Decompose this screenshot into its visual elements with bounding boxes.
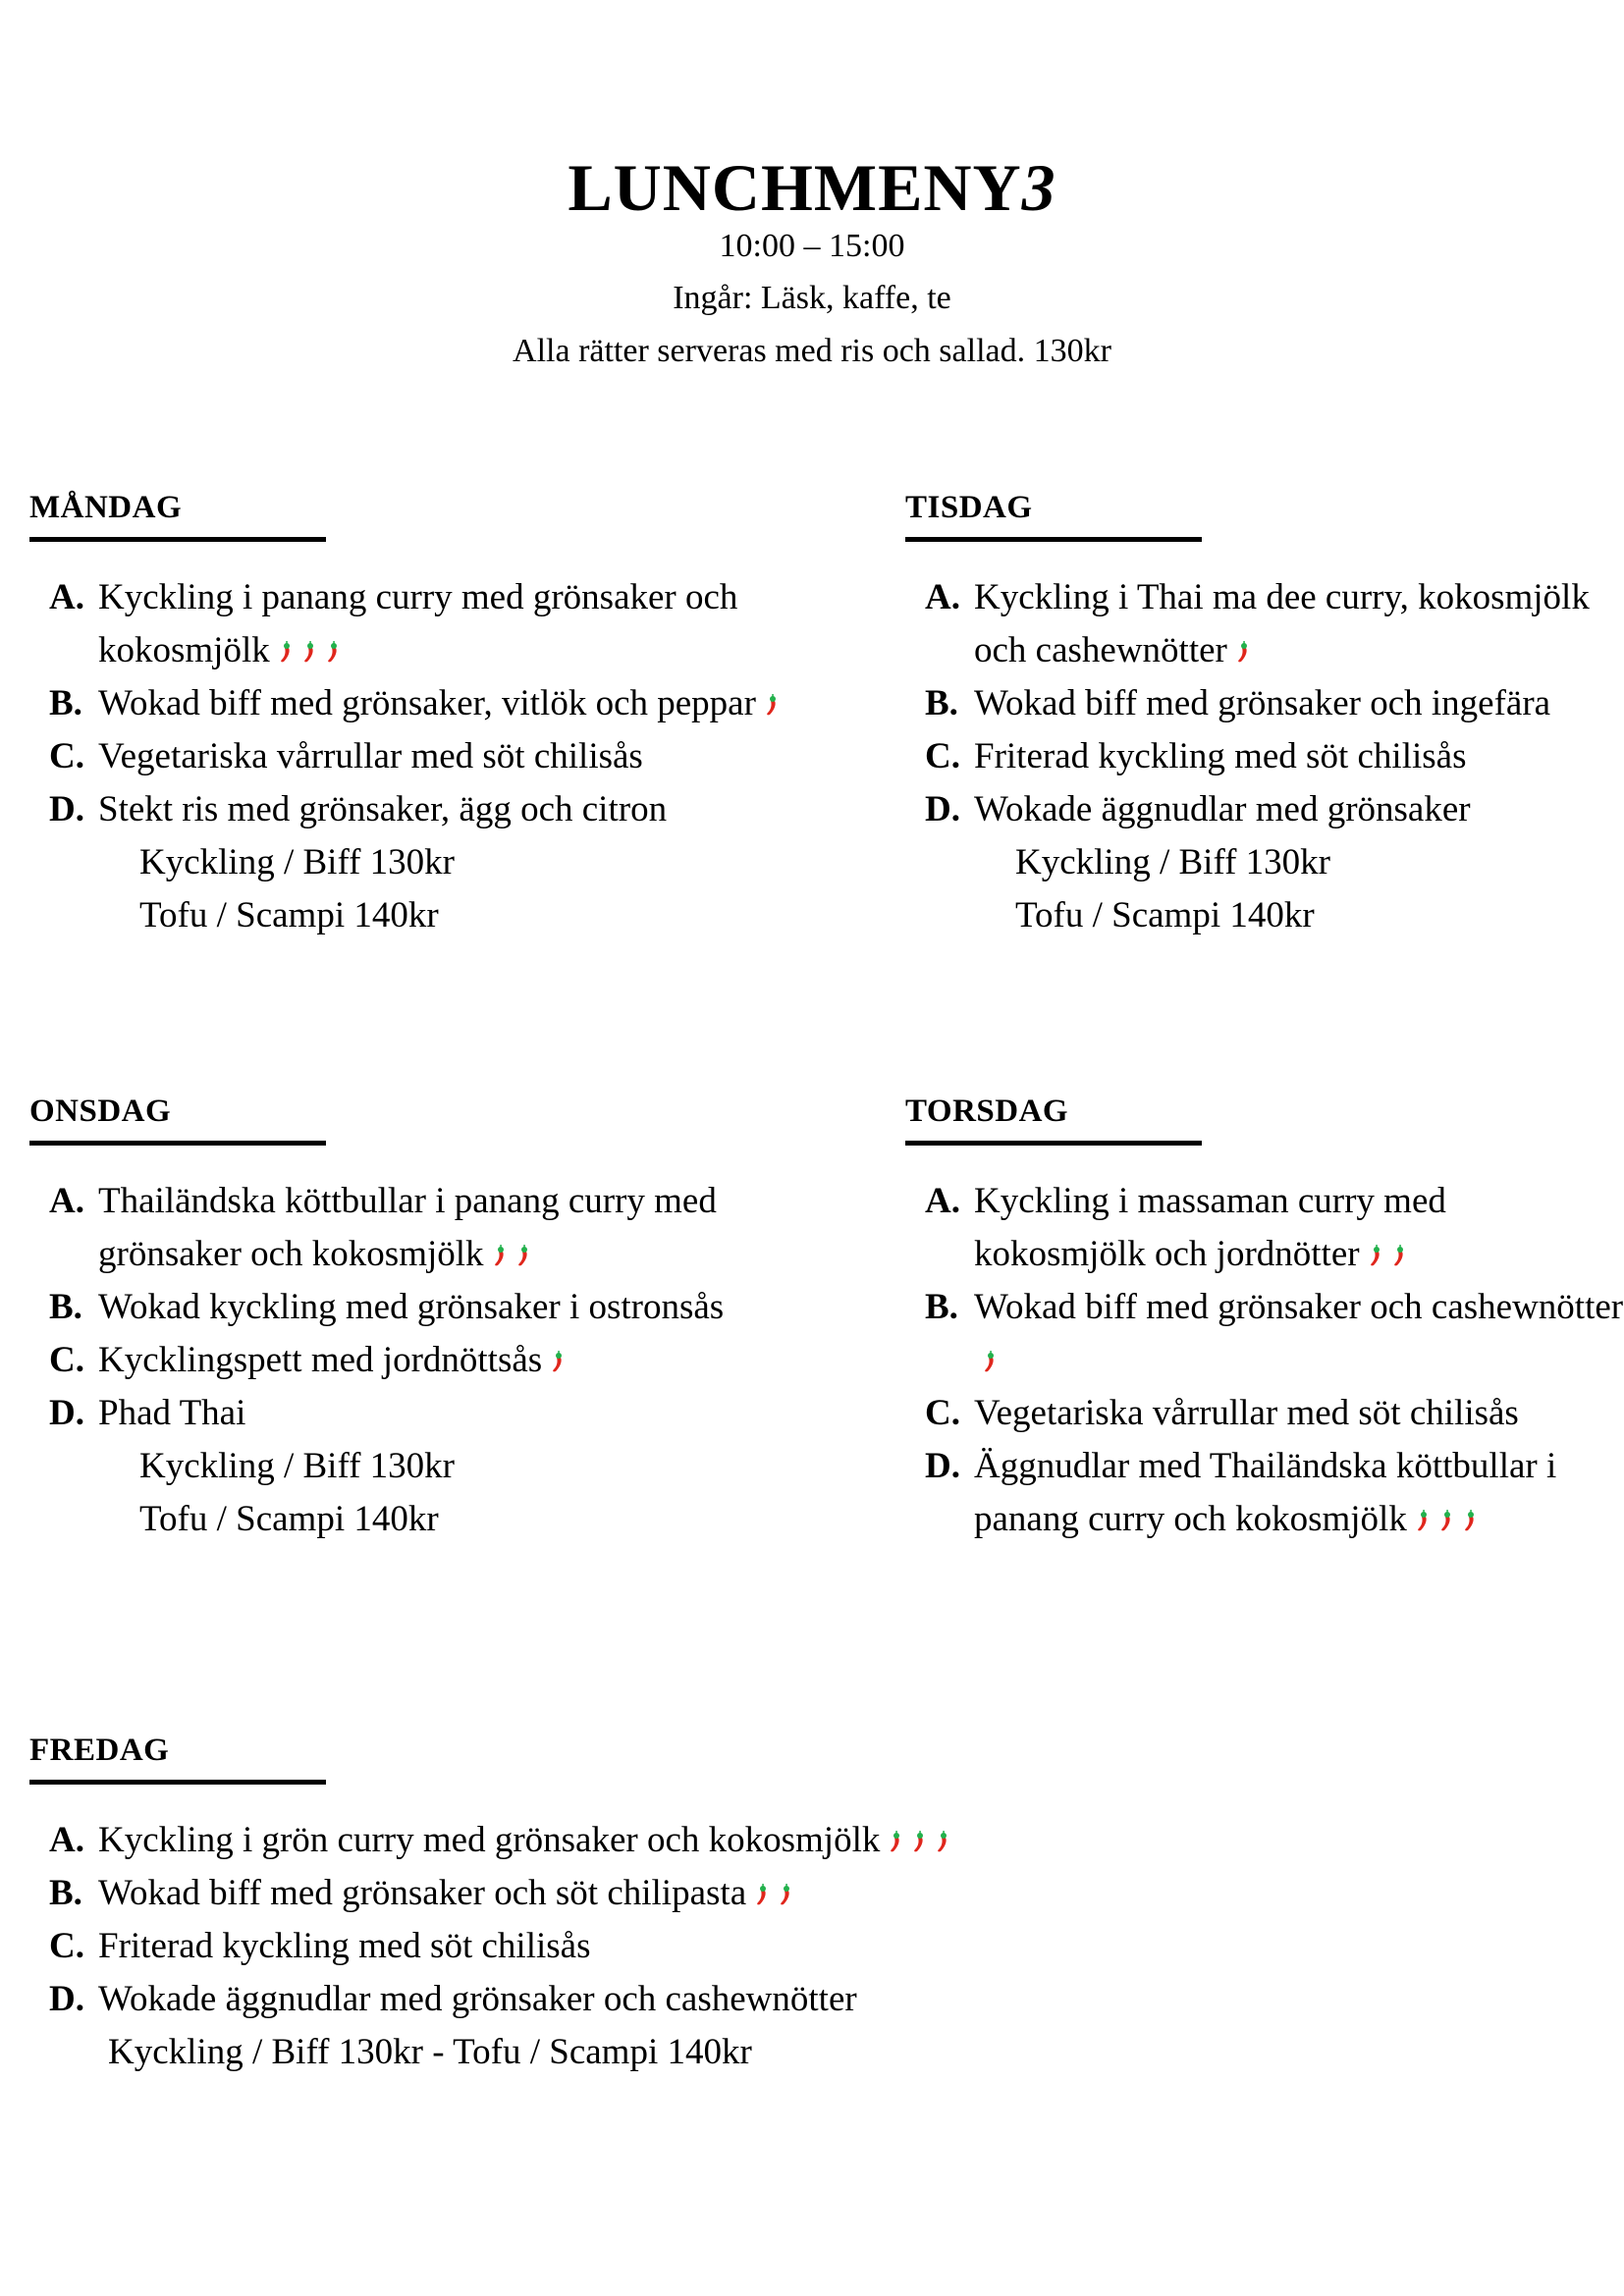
dish-item bbox=[29, 1334, 815, 1387]
chili-pepper-icon bbox=[1438, 1509, 1454, 1532]
chili-pepper-icon bbox=[1391, 1244, 1407, 1267]
dish-letter: A. bbox=[49, 1181, 84, 1221]
price-line: Kyckling / Biff 130kr bbox=[139, 842, 455, 882]
dish-letter: C. bbox=[925, 736, 960, 776]
dish-item bbox=[29, 571, 815, 677]
spice-level bbox=[1227, 630, 1251, 670]
day-heading: TISDAG bbox=[905, 490, 1033, 525]
dish-name: Wokad biff med grönsaker och cashewnötter bbox=[974, 1287, 1624, 1327]
dish-item bbox=[29, 1281, 815, 1334]
heading-underline bbox=[29, 537, 326, 542]
spice-level bbox=[880, 1820, 950, 1860]
chili-pepper-icon bbox=[982, 1350, 998, 1373]
dish-item bbox=[29, 1920, 1404, 1973]
dish-name: Friterad kyckling med söt chilisås bbox=[974, 736, 1467, 776]
dish-name: Wokad biff med grönsaker och söt chilipasta bbox=[98, 1873, 747, 1913]
dish-name: Kyckling i panang curry med grönsaker och kokosmjölk bbox=[98, 577, 738, 670]
dish-letter: B. bbox=[49, 1287, 82, 1327]
menu-title bbox=[0, 146, 1624, 229]
dish-list bbox=[29, 1175, 815, 1440]
spice-level bbox=[756, 683, 780, 723]
dish-list bbox=[905, 571, 1612, 836]
dish-item bbox=[905, 730, 1612, 783]
dish-item bbox=[29, 730, 815, 783]
chili-pepper-icon bbox=[935, 1830, 950, 1853]
serving-note: Alla rätter serveras med ris och sallad. 130kr bbox=[513, 333, 1111, 369]
dish-letter: D. bbox=[925, 789, 960, 829]
price-list bbox=[29, 1440, 815, 1546]
dish-name: Wokad biff med grönsaker och ingefära bbox=[974, 683, 1551, 723]
dish-name: Kycklingspett med jordnöttsås bbox=[98, 1340, 543, 1380]
chili-pepper-icon bbox=[301, 640, 317, 664]
dish-name: Kyckling i grön curry med grönsaker och kokosmjölk bbox=[98, 1820, 881, 1860]
chili-pepper-icon bbox=[1462, 1509, 1478, 1532]
price-line: Tofu / Scampi 140kr bbox=[139, 1499, 439, 1539]
day-section-friday bbox=[29, 1731, 1404, 2079]
dish-item bbox=[905, 677, 1612, 730]
heading-underline bbox=[29, 1780, 326, 1785]
dish-list bbox=[29, 1814, 1404, 2026]
dish-letter: D. bbox=[925, 1446, 960, 1486]
chili-pepper-icon bbox=[1235, 640, 1251, 664]
dish-item bbox=[905, 1387, 1624, 1440]
chili-pepper-icon bbox=[492, 1244, 508, 1267]
dish-name: Vegetariska vårrullar med söt chilisås bbox=[974, 1393, 1519, 1433]
dish-list bbox=[29, 571, 815, 836]
dish-item bbox=[29, 1175, 815, 1281]
spice-level bbox=[542, 1340, 566, 1380]
dish-item bbox=[905, 1175, 1624, 1281]
dish-item bbox=[905, 1281, 1624, 1387]
dish-item bbox=[905, 571, 1612, 677]
dish-name: Vegetariska vårrullar med söt chilisås bbox=[98, 736, 643, 776]
dish-name: Kyckling i massaman curry med kokosmjölk och jordnötter bbox=[974, 1181, 1446, 1274]
dish-letter: D. bbox=[49, 1393, 84, 1433]
spice-level bbox=[270, 630, 341, 670]
chili-pepper-icon bbox=[550, 1350, 566, 1373]
chili-pepper-icon bbox=[1415, 1509, 1431, 1532]
dish-name: Wokade äggnudlar med grönsaker och cashewnötter bbox=[98, 1979, 857, 2019]
dish-item bbox=[29, 677, 815, 730]
chili-pepper-icon bbox=[778, 1883, 793, 1906]
day-heading: FREDAG bbox=[29, 1733, 170, 1768]
dish-name: Wokad kyckling med grönsaker i ostronsås bbox=[98, 1287, 725, 1327]
dish-item bbox=[905, 783, 1612, 836]
spice-level bbox=[1407, 1499, 1478, 1539]
day-heading: MÅNDAG bbox=[29, 490, 183, 525]
chili-pepper-icon bbox=[888, 1830, 903, 1853]
spice-level bbox=[974, 1340, 998, 1380]
dish-name: Friterad kyckling med söt chilisås bbox=[98, 1926, 591, 1966]
dish-letter: C. bbox=[925, 1393, 960, 1433]
heading-underline bbox=[905, 537, 1202, 542]
dish-letter: B. bbox=[925, 1287, 958, 1327]
dish-letter: D. bbox=[49, 1979, 84, 2019]
day-heading: ONSDAG bbox=[29, 1094, 172, 1129]
dish-letter: B. bbox=[925, 683, 958, 723]
dish-item bbox=[29, 1814, 1404, 1867]
menu-number: 3 bbox=[1021, 149, 1056, 225]
day-section-monday bbox=[29, 488, 815, 942]
dish-letter: B. bbox=[49, 1873, 82, 1913]
dish-item bbox=[29, 1973, 1404, 2026]
price-line: Tofu / Scampi 140kr bbox=[1015, 895, 1315, 935]
spice-level bbox=[1360, 1234, 1407, 1274]
dish-name: Stekt ris med grönsaker, ägg och citron bbox=[98, 789, 668, 829]
dish-letter: A. bbox=[925, 577, 960, 617]
chili-pepper-icon bbox=[1368, 1244, 1383, 1267]
heading-underline bbox=[29, 1141, 326, 1146]
price-list bbox=[29, 836, 815, 942]
day-section-thursday bbox=[905, 1092, 1624, 1546]
chili-pepper-icon bbox=[764, 693, 780, 717]
chili-pepper-icon bbox=[278, 640, 294, 664]
chili-pepper-icon bbox=[325, 640, 341, 664]
included-drinks: Ingår: Läsk, kaffe, te bbox=[673, 280, 951, 316]
day-heading: TORSDAG bbox=[905, 1094, 1069, 1129]
spice-level bbox=[746, 1873, 793, 1913]
chili-pepper-icon bbox=[754, 1883, 770, 1906]
dish-letter: C. bbox=[49, 1926, 84, 1966]
price-list bbox=[905, 836, 1612, 942]
price-line: Kyckling / Biff 130kr bbox=[1015, 842, 1330, 882]
dish-list bbox=[905, 1175, 1624, 1546]
price-list bbox=[29, 2026, 1404, 2079]
heading-underline bbox=[905, 1141, 1202, 1146]
dish-item bbox=[29, 783, 815, 836]
day-section-wednesday bbox=[29, 1092, 815, 1546]
chili-pepper-icon bbox=[515, 1244, 531, 1267]
dish-letter: B. bbox=[49, 683, 82, 723]
price-line: Kyckling / Biff 130kr bbox=[139, 1446, 455, 1486]
dish-item bbox=[29, 1387, 815, 1440]
day-section-tuesday bbox=[905, 488, 1612, 942]
dish-letter: A. bbox=[49, 577, 84, 617]
dish-letter: D. bbox=[49, 789, 84, 829]
dish-name: Thailändska köttbullar i panang curry med grönsaker och kokosmjölk bbox=[98, 1181, 717, 1274]
dish-letter: C. bbox=[49, 736, 84, 776]
dish-name: Wokade äggnudlar med grönsaker bbox=[974, 789, 1471, 829]
price-line: Kyckling / Biff 130kr - Tofu / Scampi 140kr bbox=[108, 2032, 752, 2072]
price-line: Tofu / Scampi 140kr bbox=[139, 895, 439, 935]
dish-letter: C. bbox=[49, 1340, 84, 1380]
spice-level bbox=[484, 1234, 531, 1274]
dish-letter: A. bbox=[925, 1181, 960, 1221]
dish-name: Wokad biff med grönsaker, vitlök och peppar bbox=[98, 683, 756, 723]
dish-name: Phad Thai bbox=[98, 1393, 246, 1433]
menu-title-text: LUNCHMENY bbox=[568, 149, 1022, 225]
chili-pepper-icon bbox=[911, 1830, 927, 1853]
opening-hours: 10:00 – 15:00 bbox=[719, 228, 905, 264]
dish-name: Äggnudlar med Thailändska köttbullar i panang curry och kokosmjölk bbox=[974, 1446, 1557, 1539]
dish-name: Kyckling i Thai ma dee curry, kokosmjölk och cashewnötter bbox=[974, 577, 1590, 670]
dish-letter: A. bbox=[49, 1820, 84, 1860]
dish-item bbox=[905, 1440, 1624, 1546]
dish-item bbox=[29, 1867, 1404, 1920]
